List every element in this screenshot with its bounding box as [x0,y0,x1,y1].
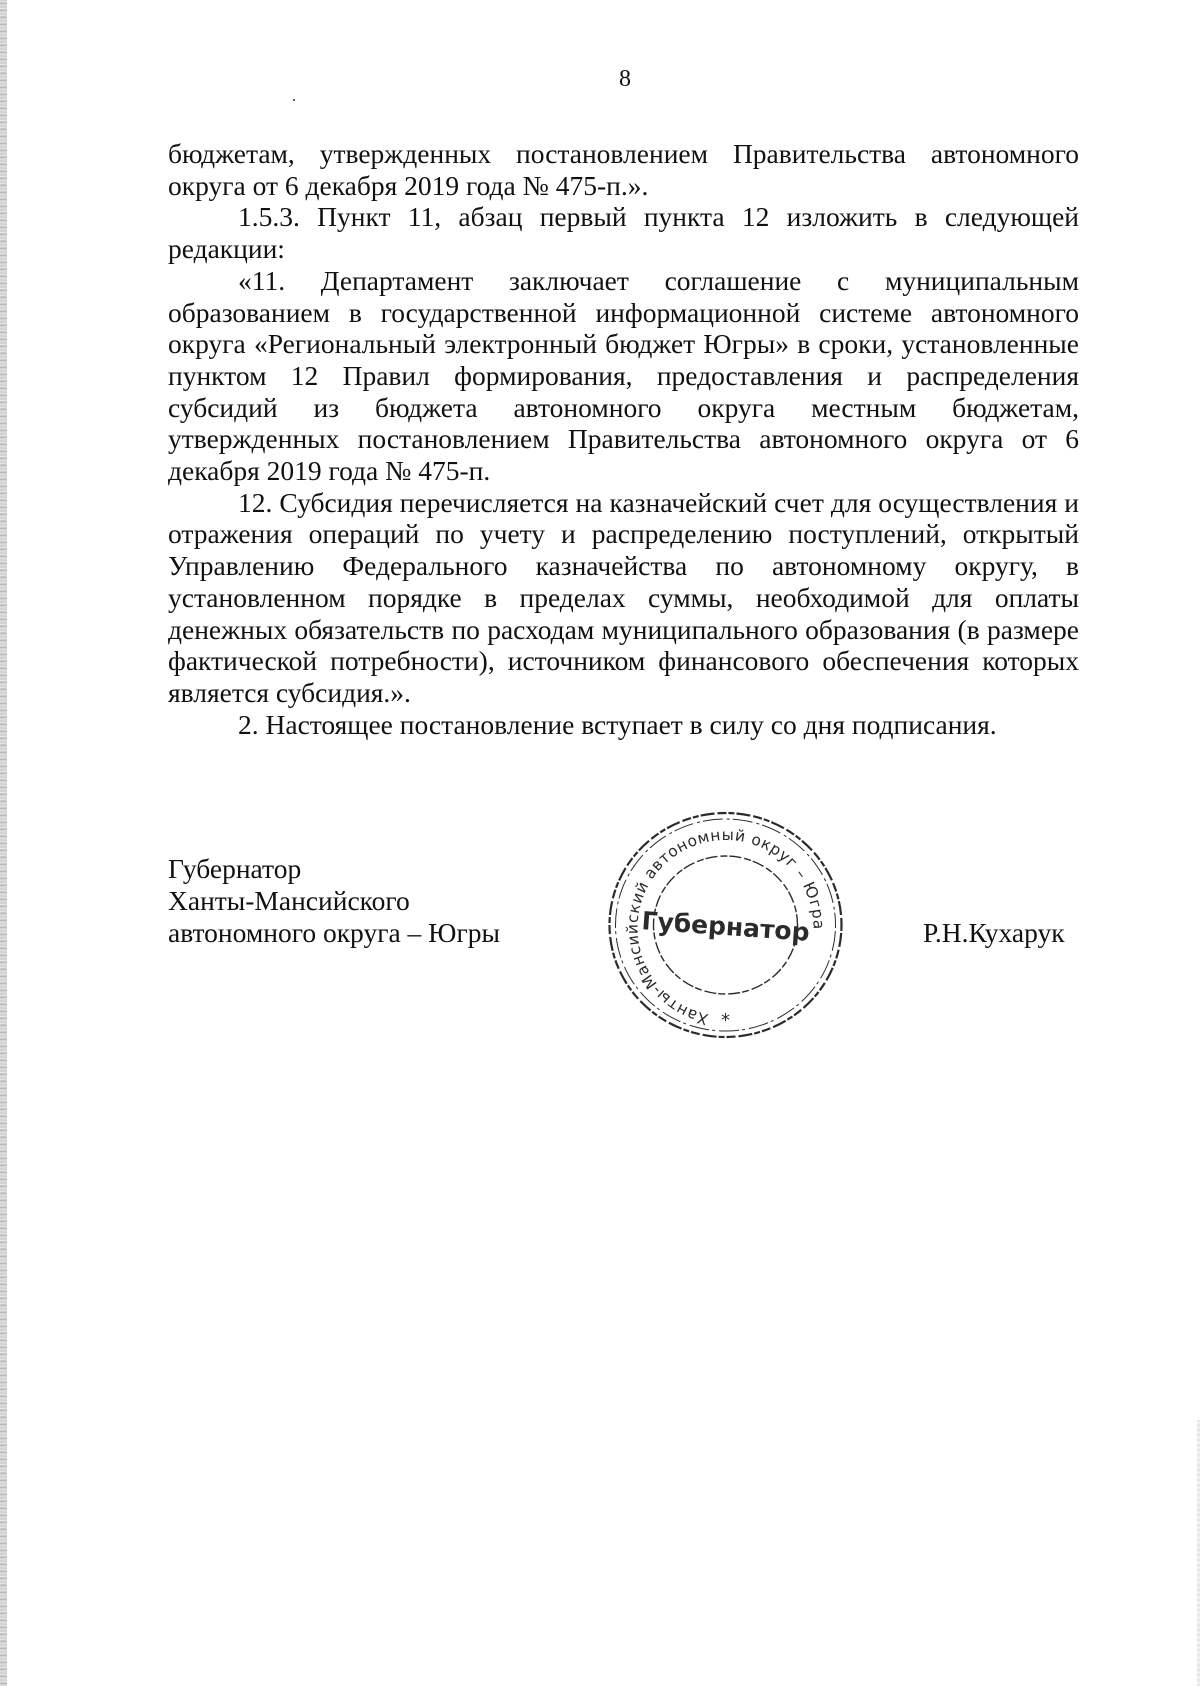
document-body [168,138,1079,740]
scan-speck [293,99,295,101]
signatory-title-line-3: автономного округа – Югры [168,917,500,948]
page-number: 8 [619,66,631,92]
paragraph-effective-date: 2. Настоящее постановление вступает в силу со дня подписания. [238,708,997,740]
signatory-title-line-1: Губернатор [168,853,302,884]
signatory-title-line-2: Ханты-Мансийского [168,885,410,916]
signatory-title [168,853,500,949]
paragraph-clause-11: «11. Департамент заключает соглашение с муниципальным образованием в государственной информационной системе автономного округа «Региональный электронный бюджет Югры» в сроки, установленные пунктом 12 Правил формирования, предоставления и распределения субсидий из бюджета автономного округа местным бюджетам, утвержденных постановлением Правительства автономного округа от 6 декабря 2019 года № 475-п. [168,264,1079,487]
signatory-name: Р.Н.Кухарук [923,917,1065,948]
official-seal [603,806,848,1043]
seal-center-text: Губернатор [640,906,811,947]
paragraph-continuation: бюджетам, утвержденных постановлением Правительства автономного округа от 6 декабря 2019 года № 475-п.». [168,138,1079,201]
seal-star-icon: * [721,1010,730,1031]
paragraph-amendment-1-5-3: 1.5.3. Пункт 11, абзац первый пункта 12 изложить в следующей редакции: [168,201,1079,265]
scan-edge-artifact [0,0,7,1686]
seal-ring-text: Ханты-Мансийский автономный округ – Югра [623,825,828,1029]
paragraph-clause-12: 12. Субсидия перечисляется на казначейский счет для осуществления и отражения операций по учету и распределению поступлений, открытый Управлению Федерального казначейства по автономному округу, в установленном порядке в пределах суммы, необходимой для оплаты денежных обязательств по расходам муниципального образования (в размере фактической потребности), источником финансового обеспечения которых является субсидия.». [168,486,1079,708]
